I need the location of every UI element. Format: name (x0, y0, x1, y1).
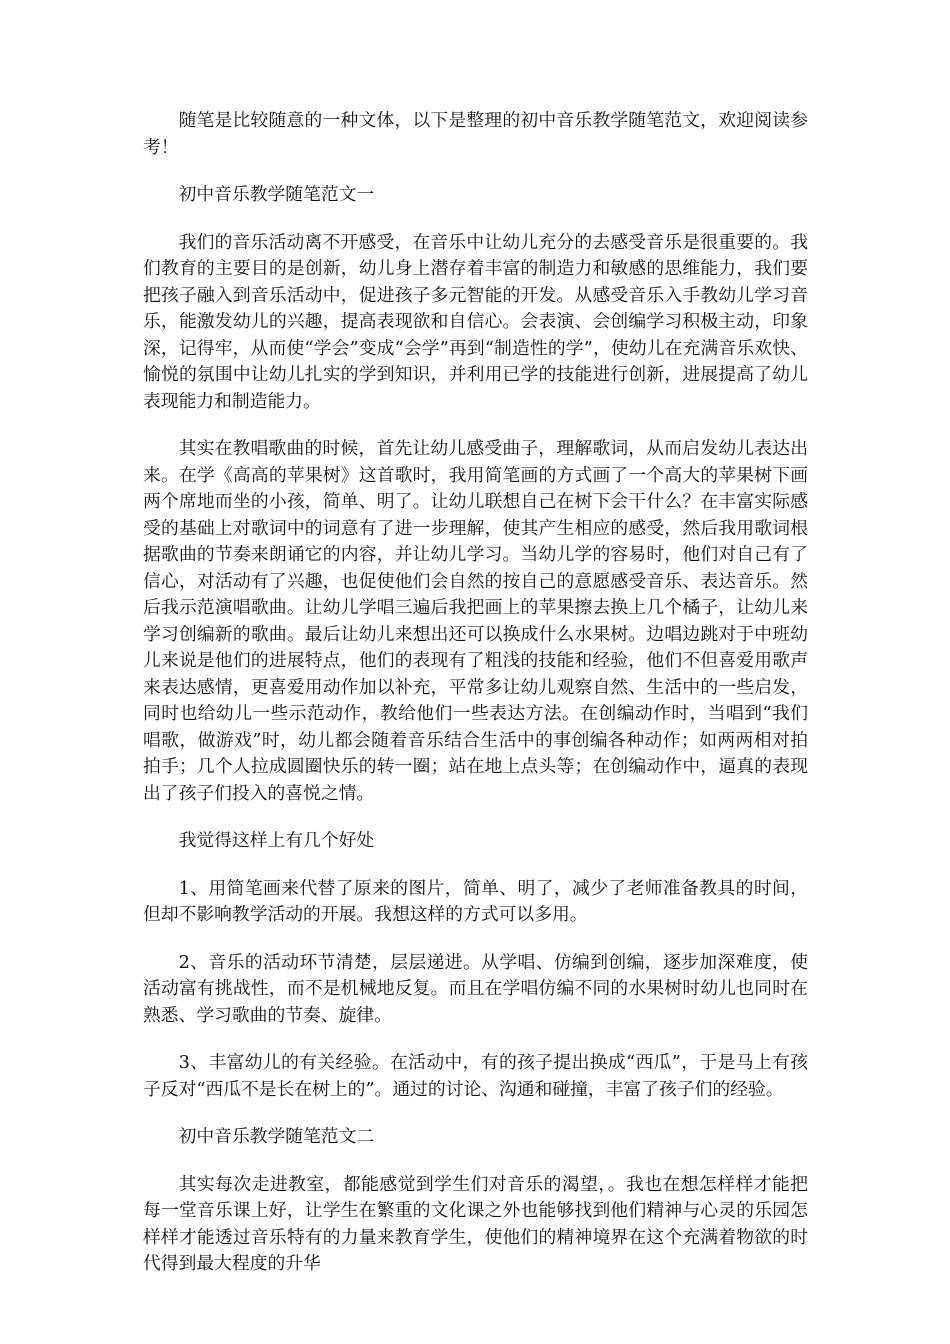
section-2-paragraph-1: 其实每次走进教室，都能感觉到学生们对音乐的渴望，。我也在想怎样样才能把每一堂音乐课上好，让学生在繁重的文化课之外也能够找到他们精神与心灵的乐园怎样样才能透过音乐特有的力量来教育学生，使他们的精神境界在这个充满着物欲的时代得到最大程度的升华 (143, 1173, 808, 1274)
document-body (143, 108, 808, 1299)
section-1-paragraph-6: 3、丰富幼儿的有关经验。在活动中，有的孩子提出换成“西瓜”，于是马上有孩子反对“西瓜不是长在树上的”。通过的讨论、沟通和碰撞，丰富了孩子们的经验。 (143, 1052, 808, 1100)
section-1-title: 初中音乐教学随笔范文一 (178, 184, 375, 205)
section-1-paragraph-5: 2、音乐的活动环节清楚，层层递进。从学唱、仿编到创编，逐步加深难度，使活动富有挑战性，而不是机械地反复。而且在学唱仿编不同的水果树时幼儿也同时在熟悉、学习歌曲的节奏、旋律。 (143, 951, 808, 1026)
section-1-paragraph-1: 我们的音乐活动离不开感受，在音乐中让幼儿充分的去感受音乐是很重要的。我们教育的主要目的是创新，幼儿身上潜存着丰富的制造力和敏感的思维能力，我们要把孩子融入到音乐活动中，促进孩子多元智能的开发。从感受音乐入手教幼儿学习音乐，能激发幼儿的兴趣，提高表现欲和自信心。会表演、会创编学习积极主动，印象深，记得牢，从而使“学会”变成“会学”再到“制造性的学”，使幼儿在充满音乐欢快、愉悦的氛围中让幼儿扎实的学到知识，并利用已学的技能进行创新，进展提高了幼儿表现能力和制造能力。 (143, 231, 808, 412)
section-1-paragraph-2: 其实在教唱歌曲的时候，首先让幼儿感受曲子，理解歌词，从而启发幼儿表达出来。在学《高高的苹果树》这首歌时，我用简笔画的方式画了一个高大的苹果树下画两个席地而坐的小孩，简单、明了。让幼儿联想自己在树下会干什么？在丰富实际感受的基础上对歌词中的词意有了进一步理解，使其产生相应的感受，然后我用歌词根据歌曲的节奏来朗诵它的内容，并让幼儿学习。当幼儿学的容易时，他们对自己有了信心，对活动有了兴趣，也促使他们会自然的按自己的意愿感受音乐、表达音乐。然后我示范演唱歌曲。让幼儿学唱三遍后我把画上的苹果擦去换上几个橘子，让幼儿来学习创编新的歌曲。最后让幼儿来想出还可以换成什么水果树。边唱边跳对于中班幼儿来说是他们的进展特点，他们的表现有了粗浅的技能和经验，他们不但喜爱用歌声来表达感情，更喜爱用动作加以补充，平常多让幼儿观察自然、生活中的一些启发，同时也给幼儿一些示范动作，教给他们一些表达方法。在创编动作时，当唱到“我们唱歌，做游戏”时，幼儿都会随着音乐结合生活中的事创编各种动作；如两两相对拍拍手；几个人拉成圆圈快乐的转一圈；站在地上点头等；在创编动作中，逼真的表现出了孩子们投入的喜悦之情。 (143, 438, 808, 804)
section-1-paragraph-4: 1、用简笔画来代替了原来的图片，简单、明了，减少了老师准备教具的时间，但却不影响教学活动的开展。我想这样的方式可以多用。 (143, 877, 808, 925)
section-2-title: 初中音乐教学随笔范文二 (178, 1126, 375, 1147)
section-1-paragraph-3: 我觉得这样上有几个好处 (178, 830, 375, 851)
intro-paragraph: 随笔是比较随意的一种文体，以下是整理的初中音乐教学随笔范文，欢迎阅读参考！ (143, 110, 808, 158)
